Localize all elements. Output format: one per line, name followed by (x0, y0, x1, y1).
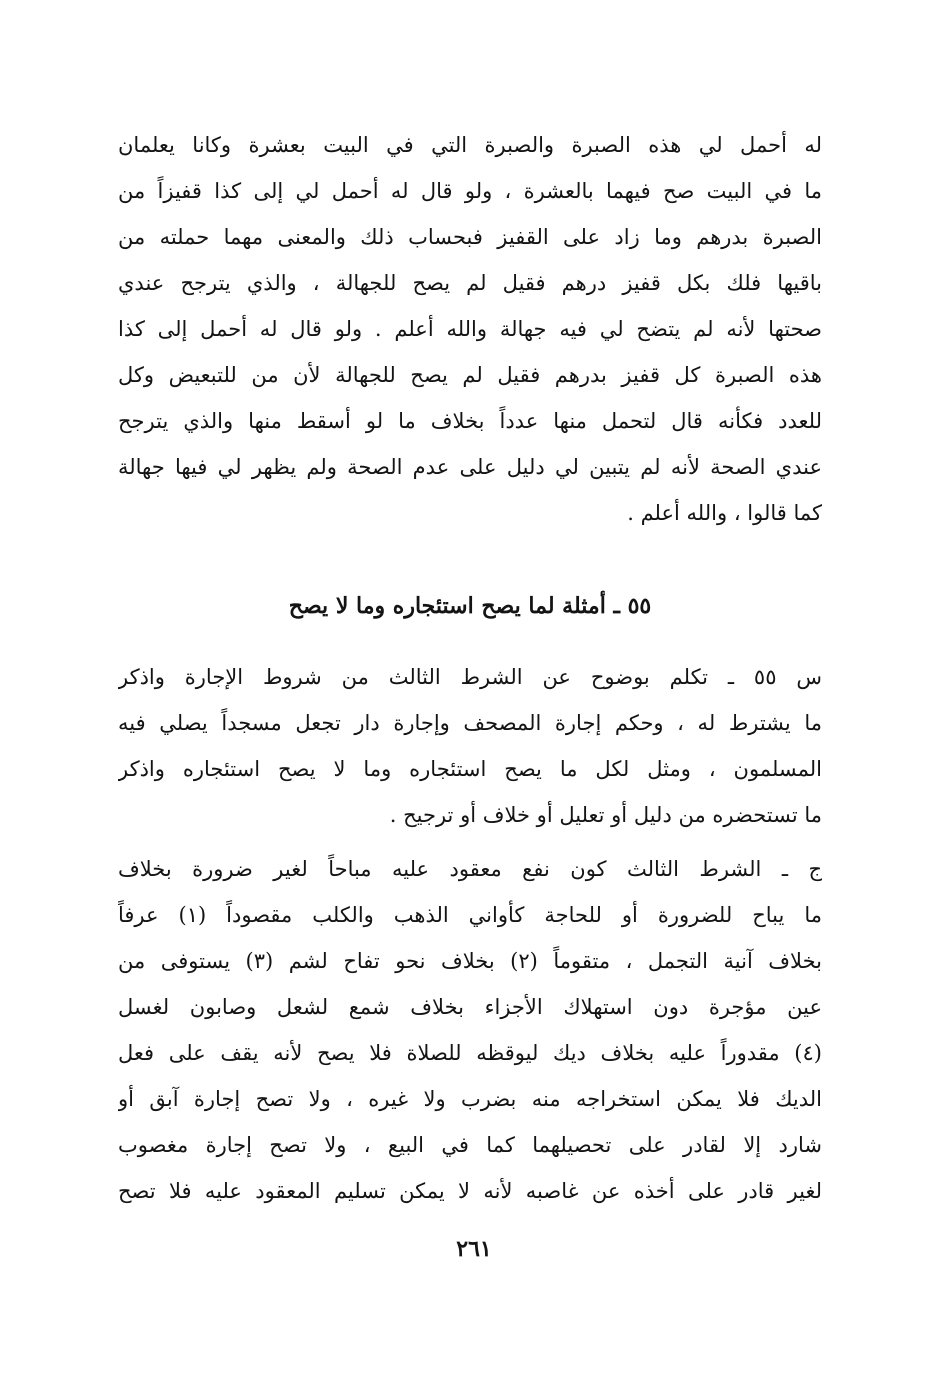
text-line: بخلاف آنية التجمل ، متقوماً (٢) بخلاف نحو تفاح لشم (٣) يستوفى من (118, 949, 822, 973)
text-line: لغير قادر على أخذه عن غاصبه لأنه لا يمكن تسليم المعقود عليه فلا تصح (118, 1179, 822, 1203)
answer-paragraph (118, 846, 822, 1214)
text-line: الديك فلا يمكن استخراجه منه بضرب ولا غيره ، ولا تصح إجارة آبق أو (118, 1087, 822, 1111)
text-line: (٤) مقدوراً عليه بخلاف ديك ليوقظه للصلاة فلا يصح لأنه يقف على فعل (118, 1041, 822, 1065)
page-number: ٢٦١ (456, 1236, 492, 1262)
text-line: عندي الصحة لأنه لم يتبين لي دليل على عدم الصحة ولم يظهر لي فيها جهالة (118, 455, 822, 479)
text-line: س ٥٥ ـ تكلم بوضوح عن الشرط الثالث من شروط الإجارة واذكر (118, 665, 822, 689)
section-heading: ٥٥ ـ أمثلة لما يصح استئجاره وما لا يصح (288, 593, 652, 619)
text-line: ج ـ الشرط الثالث كون نفع معقود عليه مباحاً لغير ضرورة بخلاف (118, 857, 822, 881)
text-line: الصبرة بدرهم وما زاد على القفيز فبحساب ذلك والمعنى مهما حملته من (118, 225, 822, 249)
text-line: كما قالوا ، والله أعلم . (627, 501, 822, 525)
text-line: له أحمل لي هذه الصبرة والصبرة التي في البيت بعشرة وكانا يعلمان (118, 133, 822, 157)
text-line: عين مؤجرة دون استهلاك الأجزاء بخلاف شمع لشعل وصابون لغسل (118, 995, 822, 1019)
text-line: صحتها لأنه لم يتضح لي فيه جهالة والله أعلم . ولو قال له أحمل إلى كذا (118, 317, 822, 341)
text-line: للعدد فكأنه قال لتحمل منها عدداً بخلاف ما لو أسقط منها والذي يترجح (118, 409, 822, 433)
text-line: شارد إلا لقادر على تحصيلهما كما في البيع ، ولا تصح إجارة مغصوب (118, 1133, 822, 1157)
text-line: المسلمون ، ومثل لكل ما يصح استئجاره وما لا يصح استئجاره واذكر (118, 757, 822, 781)
text-line: باقيها فلك بكل قفيز درهم فقيل لم يصح للجهالة ، والذي يترجح عندي (118, 271, 822, 295)
text-line: هذه الصبرة كل قفيز بدرهم فقيل لم يصح للجهالة لأن من للتبعيض وكل (118, 363, 822, 387)
text-line: ما يشترط له ، وحكم إجارة المصحف وإجارة دار تجعل مسجداً يصلي فيه (118, 711, 822, 735)
text-line: ما يباح للضرورة أو للحاجة كأواني الذهب والكلب مقصوداً (١) عرفاً (118, 903, 822, 927)
text-line: ما في البيت صح فيهما بالعشرة ، ولو قال له أحمل لي إلى كذا قفيزاً من (118, 179, 822, 203)
question-paragraph (118, 654, 822, 838)
text-line: ما تستحضره من دليل أو تعليل أو خلاف أو ترجيح . (389, 803, 822, 827)
paragraph-continued (118, 122, 822, 536)
